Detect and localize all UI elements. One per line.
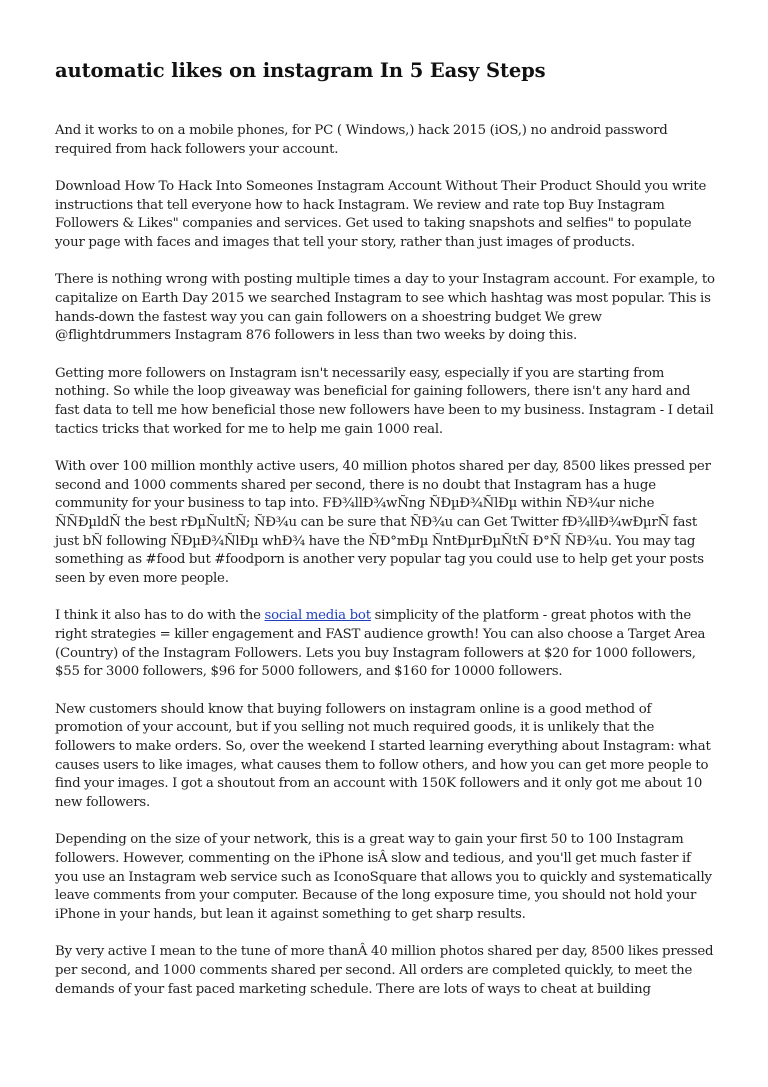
paragraph-6 [55, 607, 715, 682]
paragraph-4: Getting more followers on Instagram isn't necessarily easy, especially if you are starting from nothing. So while the loop giveaway was beneficial for gaining followers, there isn't any hard and fast data to tell me how beneficial those new followers have been to my business. Instagram - I detail tactics tricks that worked for me to help me gain 1000 real. [55, 365, 714, 437]
social-media-bot-link[interactable]: social media bot [264, 608, 371, 624]
paragraph-1: And it works to on a mobile phones, for PC ( Windows,) hack 2015 (iOS,) no android password required from hack followers your account. [55, 123, 668, 157]
document-page [55, 58, 715, 1018]
paragraph-6-after: simplicity of the platform - great photos with the right strategies = killer engagement and FAST audience growth! You can also choose a Target Area (Country) of the Instagram Followers. Lets you buy Instagram followers at $20 for 1000 followers, $55 for 3000 followers, $96 for 5000 followers, and $160 for 10000 followers. [55, 608, 706, 680]
paragraph-8: Depending on the size of your network, this is a great way to gain your first 50 to 100 Instagram followers. However, commenting on the iPhone isÂ slow and tedious, and you'll get much faster if you use an Instagram web service such as IconoSquare that allows you to quickly and systematically leave comments from your computer. Because of the long exposure time, you should not hold your iPhone in your hands, but lean it against something to get sharp results. [55, 832, 712, 923]
paragraph-7: New customers should know that buying followers on instagram online is a good method of promotion of your account, but if you selling not much required goods, it is unlikely that the followers to make orders. So, over the weekend I started learning everything about Instagram: what causes users to like images, what causes them to follow others, and how you can get more people to find your images. I got a shoutout from an account with 150K followers and it only got me about 10 new followers. [55, 701, 711, 811]
document-title: automatic likes on instagram In 5 Easy Steps [55, 59, 546, 82]
paragraph-6-before: I think it also has to do with the [55, 608, 265, 624]
paragraph-3: There is nothing wrong with posting multiple times a day to your Instagram account. For example, to capitalize on Earth Day 2015 we searched Instagram to see which hashtag was most popular. This is hands-down the fastest way you can gain followers on a shoestring budget We grew @flightdrummers Instagram 876 followers in less than two weeks by doing this. [55, 272, 715, 344]
paragraph-5: With over 100 million monthly active users, 40 million photos shared per day, 8500 likes pressed per second and 1000 comments shared per second, there is no doubt that Instagram has a huge community for your business to tap into. FÐ¾llÐ¾wÑng ÑÐµÐ¾ÑlÐµ within ÑÐ¾ur niche ÑÑÐµldÑ the best rÐµÑultÑ; ÑÐ¾u can be sure that ÑÐ¾u can Get Twitter fÐ¾llÐ¾wÐµrÑ fast just bÑ following ÑÐµÐ¾ÑlÐµ whÐ¾ have the ÑÐ°mÐµ ÑntÐµrÐµÑtÑ Ð°Ñ ÑÐ¾u. You may tag something as #food but #foodporn is another very popular tag you could use to help get your posts seen by even more people. [55, 458, 711, 587]
paragraph-9: By very active I mean to the tune of more thanÂ 40 million photos shared per day, 8500 likes pressed per second, and 1000 comments shared per second. All orders are completed quickly, to meet the demands of your fast paced marketing schedule. There are lots of ways to cheat at building [55, 944, 714, 997]
paragraph-2: Download How To Hack Into Someones Instagram Account Without Their Product Should you write instructions that tell everyone how to hack Instagram. We review and rate top Buy Instagram Followers & Likes" companies and services. Get used to taking snapshots and selfies" to populate your page with faces and images that tell your story, rather than just images of products. [55, 178, 707, 251]
